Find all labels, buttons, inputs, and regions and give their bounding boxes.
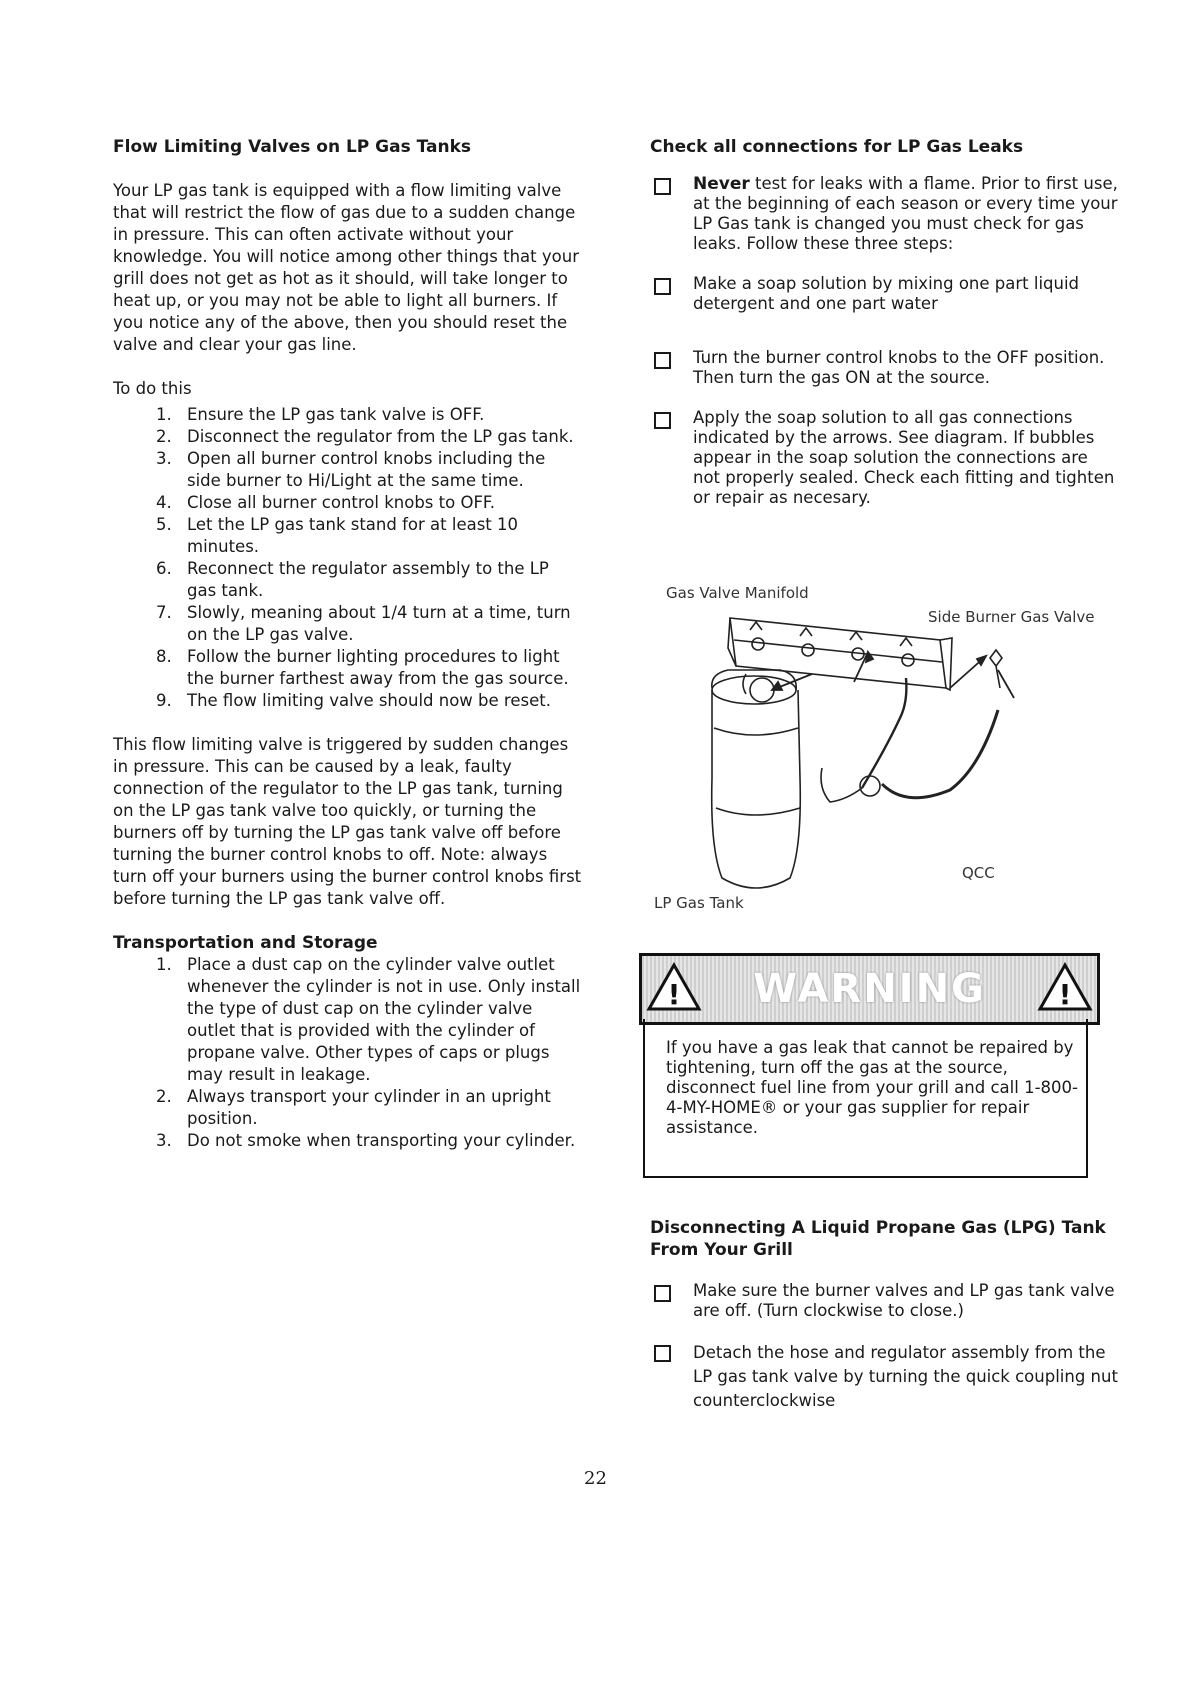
checkbox-icon	[654, 178, 671, 195]
check3-text: Turn the burner control knobs to the OFF position. Then turn the gas ON at the source.	[693, 348, 1105, 387]
checklist-item	[650, 1341, 1120, 1413]
disconnect-section	[650, 1217, 1120, 1433]
checklist-item	[650, 174, 1120, 254]
side-burner-label: Side Burner Gas Valve	[928, 608, 1095, 626]
checklist-item	[650, 408, 1120, 508]
gas-connection-diagram	[650, 578, 1120, 918]
leak-arrows	[772, 652, 1014, 698]
checklist-item	[650, 1281, 1120, 1321]
list-item: 1. Ensure the LP gas tank valve is OFF.	[177, 404, 583, 426]
list-item: 5. Let the LP gas tank stand for at least 10 minutes.	[177, 514, 583, 558]
list-item: 1. Place a dust cap on the cylinder valve outlet whenever the cylinder is not in use. Only install the type of dust cap on the cylinder valve outlet that is provided with the cylinder of propane valve. Other types of caps or plugs may result in leakage.	[177, 954, 583, 1086]
list-item: 3. Open all burner control knobs including the side burner to Hi/Light at the same time.	[177, 448, 583, 492]
list-item: 9. The flow limiting valve should now be reset.	[177, 690, 583, 712]
list-item: 6. Reconnect the regulator assembly to the LP gas tank.	[177, 558, 583, 602]
transport-steps-list	[113, 954, 583, 1152]
never-emphasis: Never	[693, 174, 750, 194]
warning-triangle-icon	[646, 962, 702, 1012]
list-item: 2. Always transport your cylinder in an upright position.	[177, 1086, 583, 1130]
tank-drawing	[712, 670, 801, 888]
right-column	[650, 136, 1120, 528]
check4-text: Apply the soap solution to all gas connections indicated by the arrows. See diagram. If bubbles appear in the soap solution the connections are not properly sealed. Check each fitting and tighten or repair as necesary.	[693, 408, 1115, 507]
list-item: 8. Follow the burner lighting procedures to light the burner farthest away from the gas source.	[177, 646, 583, 690]
list-item: 2. Disconnect the regulator from the LP gas tank.	[177, 426, 583, 448]
tank-label: LP Gas Tank	[654, 894, 744, 912]
disconnect-item2: Detach the hose and regulator assembly from the LP gas tank valve by turning the quick coupling nut counterclockwise	[693, 1343, 1118, 1410]
checkbox-icon	[654, 412, 671, 429]
side-burner-valve-drawing	[990, 650, 1002, 688]
manifold-drawing	[728, 618, 952, 690]
checkbox-icon	[654, 1285, 671, 1302]
page-number: 22	[584, 1468, 607, 1489]
checkbox-icon	[654, 1345, 671, 1362]
flow-limiting-intro: Your LP gas tank is equipped with a flow limiting valve that will restrict the flow of gas due to a sudden change in pressure. This can often activate without your knowledge. You will notice among other things that your grill does not get as hot as it should, will take longer to heat up, or you may not be able to light all burners. If you notice any of the above, then you should reset the valve and clear your gas line.	[113, 181, 579, 354]
checkbox-icon	[654, 278, 671, 295]
check1-text: test for leaks with a flame. Prior to first use, at the beginning of each season or every time your LP Gas tank is changed you must check for gas leaks. Follow these three steps:	[693, 174, 1118, 253]
leak-check-heading: Check all connections for LP Gas Leaks	[650, 137, 1024, 157]
qcc-label: QCC	[962, 864, 995, 882]
svg-text:!: !	[667, 978, 681, 1011]
warning-title: WARNING	[753, 966, 986, 1012]
checklist-item	[650, 274, 1120, 314]
disconnect-heading: Disconnecting A Liquid Propane Gas (LPG) Tank From Your Grill	[650, 1218, 1106, 1260]
list-item: 3. Do not smoke when transporting your cylinder.	[177, 1130, 583, 1152]
manifold-label: Gas Valve Manifold	[666, 584, 809, 602]
warning-triangle-icon	[1037, 962, 1093, 1012]
hose-drawing	[821, 678, 998, 802]
reset-steps-list	[113, 404, 583, 712]
warning-banner	[639, 953, 1100, 1025]
list-item: 7. Slowly, meaning about 1/4 turn at a time, turn on the LP gas valve.	[177, 602, 583, 646]
checkbox-icon	[654, 352, 671, 369]
transport-heading: Transportation and Storage	[113, 933, 378, 953]
flow-limiting-heading: Flow Limiting Valves on LP Gas Tanks	[113, 137, 472, 157]
check2-text: Make a soap solution by mixing one part liquid detergent and one part water	[693, 274, 1080, 313]
diagram-drawing	[650, 578, 1120, 918]
checklist-item	[650, 348, 1120, 388]
svg-text:!: !	[1058, 978, 1072, 1011]
todo-label: To do this	[113, 379, 192, 398]
trigger-paragraph: This flow limiting valve is triggered by sudden changes in pressure. This can be caused by a leak, faulty connection of the regulator to the LP gas tank, turning on the LP gas tank valve too quickly, or turning the burners off by turning the LP gas tank valve off before turning the burner control knobs to off. Note: always turn off your burners using the burner control knobs first before turning the LP gas tank valve off.	[113, 735, 582, 908]
disconnect-item1: Make sure the burner valves and LP gas tank valve are off. (Turn clockwise to close.)	[693, 1281, 1115, 1320]
list-item: 4. Close all burner control knobs to OFF.	[177, 492, 583, 514]
left-column	[113, 136, 583, 1152]
warning-text: If you have a gas leak that cannot be repaired by tightening, turn off the gas at the source, disconnect fuel line from your grill and call 1-800-4-MY-HOME® or your gas supplier for repair assistance.	[666, 1038, 1078, 1137]
